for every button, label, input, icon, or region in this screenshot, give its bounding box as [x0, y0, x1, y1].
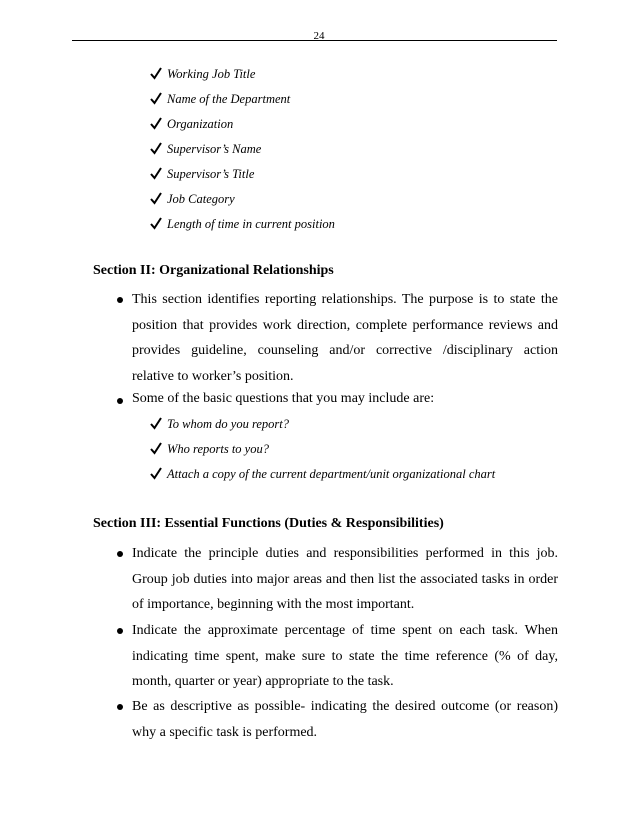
bullet-icon	[117, 297, 123, 303]
list-item-label: Who reports to you?	[167, 442, 269, 456]
section-ii-paragraph: Some of the basic questions that you may include are:	[132, 391, 435, 406]
checkmark-icon	[150, 66, 162, 80]
checkmark-icon	[150, 466, 162, 480]
list-item-label: Attach a copy of the current department/unit organizational chart	[167, 467, 496, 481]
section-iii-heading: Section III: Essential Functions (Duties & Responsibilities)	[93, 516, 444, 531]
bullet-icon	[117, 551, 123, 557]
checkmark-icon	[150, 216, 162, 230]
list-item-label: To whom do you report?	[167, 417, 290, 431]
checkmark-icon	[150, 191, 162, 205]
list-item-label: Name of the Department	[167, 92, 291, 106]
list-item-label: Organization	[167, 117, 234, 131]
bullet-icon	[117, 398, 123, 404]
section-iii-paragraph: Be as descriptive as possible- indicating the desired outcome (or reason) why a specific task is performed.	[132, 699, 558, 740]
list-item-label: Working Job Title	[167, 67, 256, 81]
section-iii-paragraph: Indicate the principle duties and responsibilities performed in this job. Group job duties into major areas and then list the associated tasks in order of importance, beginning with the most important.	[132, 546, 558, 612]
section-ii-heading: Section II: Organizational Relationships	[93, 263, 334, 278]
checkmark-icon	[150, 141, 162, 155]
checkmark-icon	[150, 416, 162, 430]
page-number: 24	[313, 30, 325, 42]
list-item-label: Length of time in current position	[167, 217, 335, 231]
section-ii-paragraph: This section identifies reporting relationships. The purpose is to state the position that provides work direction, complete performance reviews and provides guideline, counseling and/or corrective /disciplinary action relative to worker’s position.	[132, 292, 558, 384]
header-rule	[72, 40, 557, 41]
checkmark-icon	[150, 441, 162, 455]
list-item-label: Supervisor’s Name	[167, 142, 262, 156]
list-item-label: Job Category	[167, 192, 235, 206]
bullet-icon	[117, 704, 123, 710]
checkmark-icon	[150, 91, 162, 105]
checkmark-icon	[150, 166, 162, 180]
bullet-icon	[117, 628, 123, 634]
list-item-label: Supervisor’s Title	[167, 167, 255, 181]
checkmark-icon	[150, 116, 162, 130]
section-iii-paragraph: Indicate the approximate percentage of time spent on each task. When indicating time spent, make sure to state the time reference (% of day, month, quarter or year) appropriate to the task.	[132, 623, 558, 689]
